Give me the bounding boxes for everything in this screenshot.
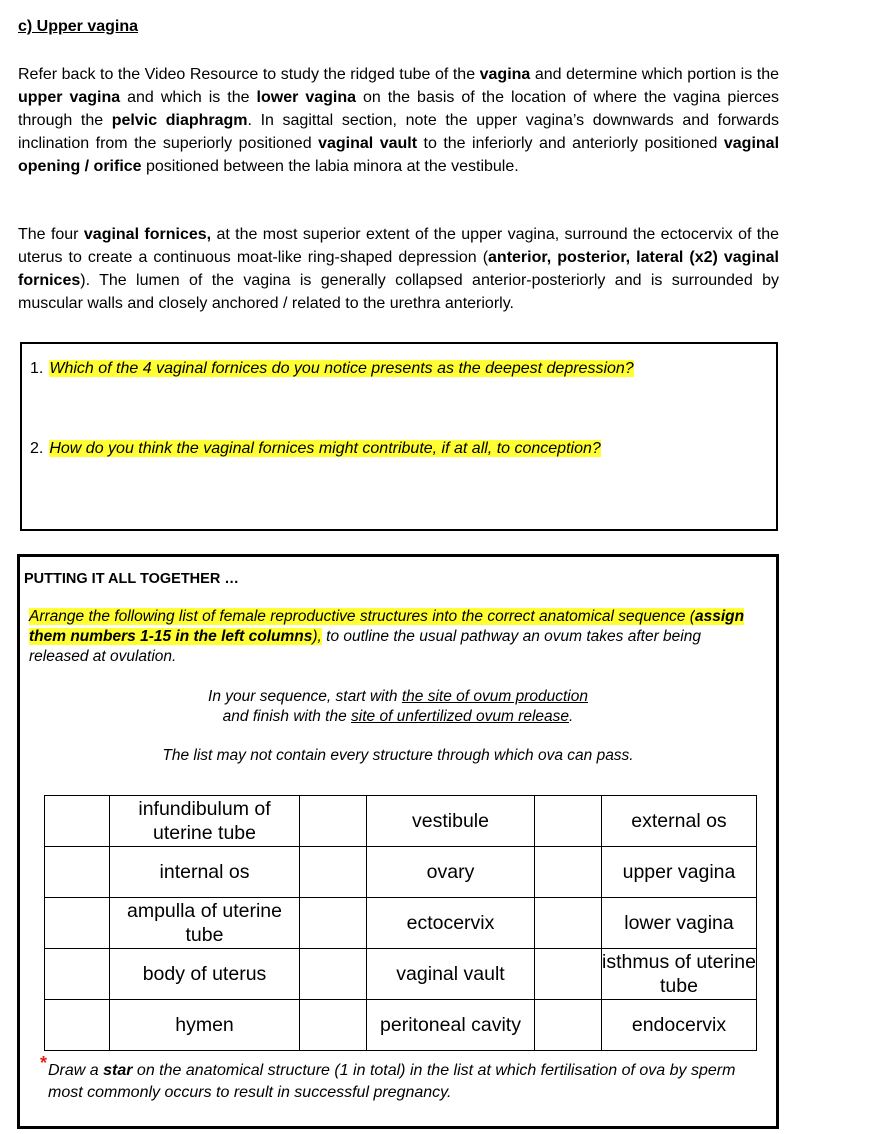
question-text: How do you think the vaginal fornices might contribute, if at all, to conception? — [49, 440, 601, 457]
sequence-number-cell[interactable] — [45, 949, 110, 1000]
questions-box — [20, 342, 778, 531]
sequence-start-line — [20, 687, 776, 707]
arrange-bold: assign them numbers 1-15 in the left columns — [29, 608, 745, 645]
question-number: 2. — [30, 440, 44, 457]
star-instruction — [40, 1053, 748, 1104]
sequence-number-cell[interactable] — [300, 1000, 367, 1051]
text-run: on the basis of the location of where the vagina pierces through the — [18, 89, 780, 129]
structure-name-cell: infundibulum of uterine tube — [110, 796, 300, 847]
star-marker: * — [40, 1053, 48, 1073]
section-heading: c) Upper vagina — [18, 18, 139, 35]
sequence-start-prefix: In your sequence, start with — [208, 688, 402, 705]
putting-together-box — [17, 554, 779, 1129]
bold-term: vaginal vault — [318, 135, 418, 152]
bold-term: vaginal opening / orifice — [18, 135, 780, 175]
sequence-start-site: the site of ovum production — [401, 688, 588, 705]
arrange-instructions — [29, 607, 759, 667]
text-run: to the inferiorly and anteriorly positioned — [417, 135, 724, 152]
structure-table — [44, 795, 757, 1051]
text-run: and determine which portion is the — [530, 66, 780, 83]
structure-name-cell: endocervix — [602, 1000, 757, 1051]
table-row — [45, 847, 757, 898]
structure-name-cell: body of uterus — [110, 949, 300, 1000]
structure-name-cell: ampulla of uterine tube — [110, 898, 300, 949]
table-row — [45, 949, 757, 1000]
arrange-highlight-end: ), — [312, 628, 322, 645]
structure-name-cell: upper vagina — [602, 847, 757, 898]
structure-name-cell: external os — [602, 796, 757, 847]
paragraph-upper-vagina — [18, 63, 779, 178]
sequence-number-cell[interactable] — [535, 796, 602, 847]
structure-name-cell: internal os — [110, 847, 300, 898]
arrange-highlight: Arrange the following list of female reproductive structures into the correct anatomical sequence ( — [29, 608, 695, 625]
bold-term: pelvic diaphragm — [111, 112, 248, 129]
bold-term: anterior, posterior, lateral (x2) vaginal fornices — [18, 249, 779, 289]
sequence-number-cell[interactable] — [300, 898, 367, 949]
putting-together-title: PUTTING IT ALL TOGETHER … — [24, 571, 239, 587]
structure-name-cell: ectocervix — [367, 898, 535, 949]
text-run: ). The lumen of the vagina is generally collapsed anterior-posteriorly and is surrounded by muscular walls and closely anchored / related to the urethra anteriorly. — [18, 272, 779, 312]
text-run: Refer back to the Video Resource to study the ridged tube of the — [18, 66, 480, 83]
sequence-number-cell[interactable] — [300, 847, 367, 898]
bold-term: lower vagina — [256, 89, 357, 106]
structure-name-cell: lower vagina — [602, 898, 757, 949]
sequence-number-cell[interactable] — [300, 796, 367, 847]
text-run: . In sagittal section, note the upper vagina’s downwards and forwards inclination from the superiorly positioned — [18, 112, 779, 152]
text-run: The four — [18, 226, 84, 243]
sequence-number-cell[interactable] — [45, 847, 110, 898]
star-instruction-bold: star — [103, 1062, 133, 1079]
star-instruction-prefix: Draw a — [48, 1062, 104, 1079]
text-run: positioned between the labia minora at the vestibule. — [141, 158, 519, 175]
sequence-end-site: site of unfertilized ovum release — [351, 708, 570, 725]
sequence-number-cell[interactable] — [535, 949, 602, 1000]
structure-name-cell: peritoneal cavity — [367, 1000, 535, 1051]
paragraph-vaginal-fornices — [18, 223, 779, 315]
sequence-number-cell[interactable] — [300, 949, 367, 1000]
sequence-end-prefix: and finish with the — [222, 708, 352, 725]
structure-name-cell: ovary — [367, 847, 535, 898]
question-1 — [30, 360, 634, 378]
star-instruction-rest: on the anatomical structure (1 in total) in the list at which fertilisation of ova by sperm most commonly occurs to result in successful pregnancy. — [48, 1062, 736, 1101]
structure-name-cell: vaginal vault — [367, 949, 535, 1000]
sequence-number-cell[interactable] — [45, 1000, 110, 1051]
sequence-number-cell[interactable] — [535, 847, 602, 898]
sequence-number-cell[interactable] — [45, 796, 110, 847]
structure-name-cell: isthmus of uterine tube — [602, 949, 757, 1000]
sequence-number-cell[interactable] — [45, 898, 110, 949]
list-note: The list may not contain every structure through which ova can pass. — [162, 747, 634, 764]
question-number: 1. — [30, 360, 44, 377]
table-row — [45, 796, 757, 847]
structure-name-cell: hymen — [110, 1000, 300, 1051]
arrange-rest: to outline the usual pathway an ovum takes after being released at ovulation. — [29, 628, 701, 665]
question-text: Which of the 4 vaginal fornices do you notice presents as the deepest depression? — [49, 360, 634, 377]
bold-term: upper vagina — [18, 89, 121, 106]
sequence-end-period: . — [569, 708, 574, 725]
table-row — [45, 1000, 757, 1051]
text-run: and which is the — [120, 89, 257, 106]
structure-name-cell: vestibule — [367, 796, 535, 847]
bold-term: vagina — [479, 66, 531, 83]
bold-term: vaginal fornices, — [83, 226, 212, 243]
question-2 — [30, 440, 601, 458]
table-row — [45, 898, 757, 949]
text-run: at the most superior extent of the upper vagina, surround the ectocervix of the uterus to create a continuous moat-like ring-shaped depression ( — [18, 226, 780, 266]
sequence-number-cell[interactable] — [535, 1000, 602, 1051]
sequence-number-cell[interactable] — [535, 898, 602, 949]
sequence-end-line — [20, 707, 776, 727]
